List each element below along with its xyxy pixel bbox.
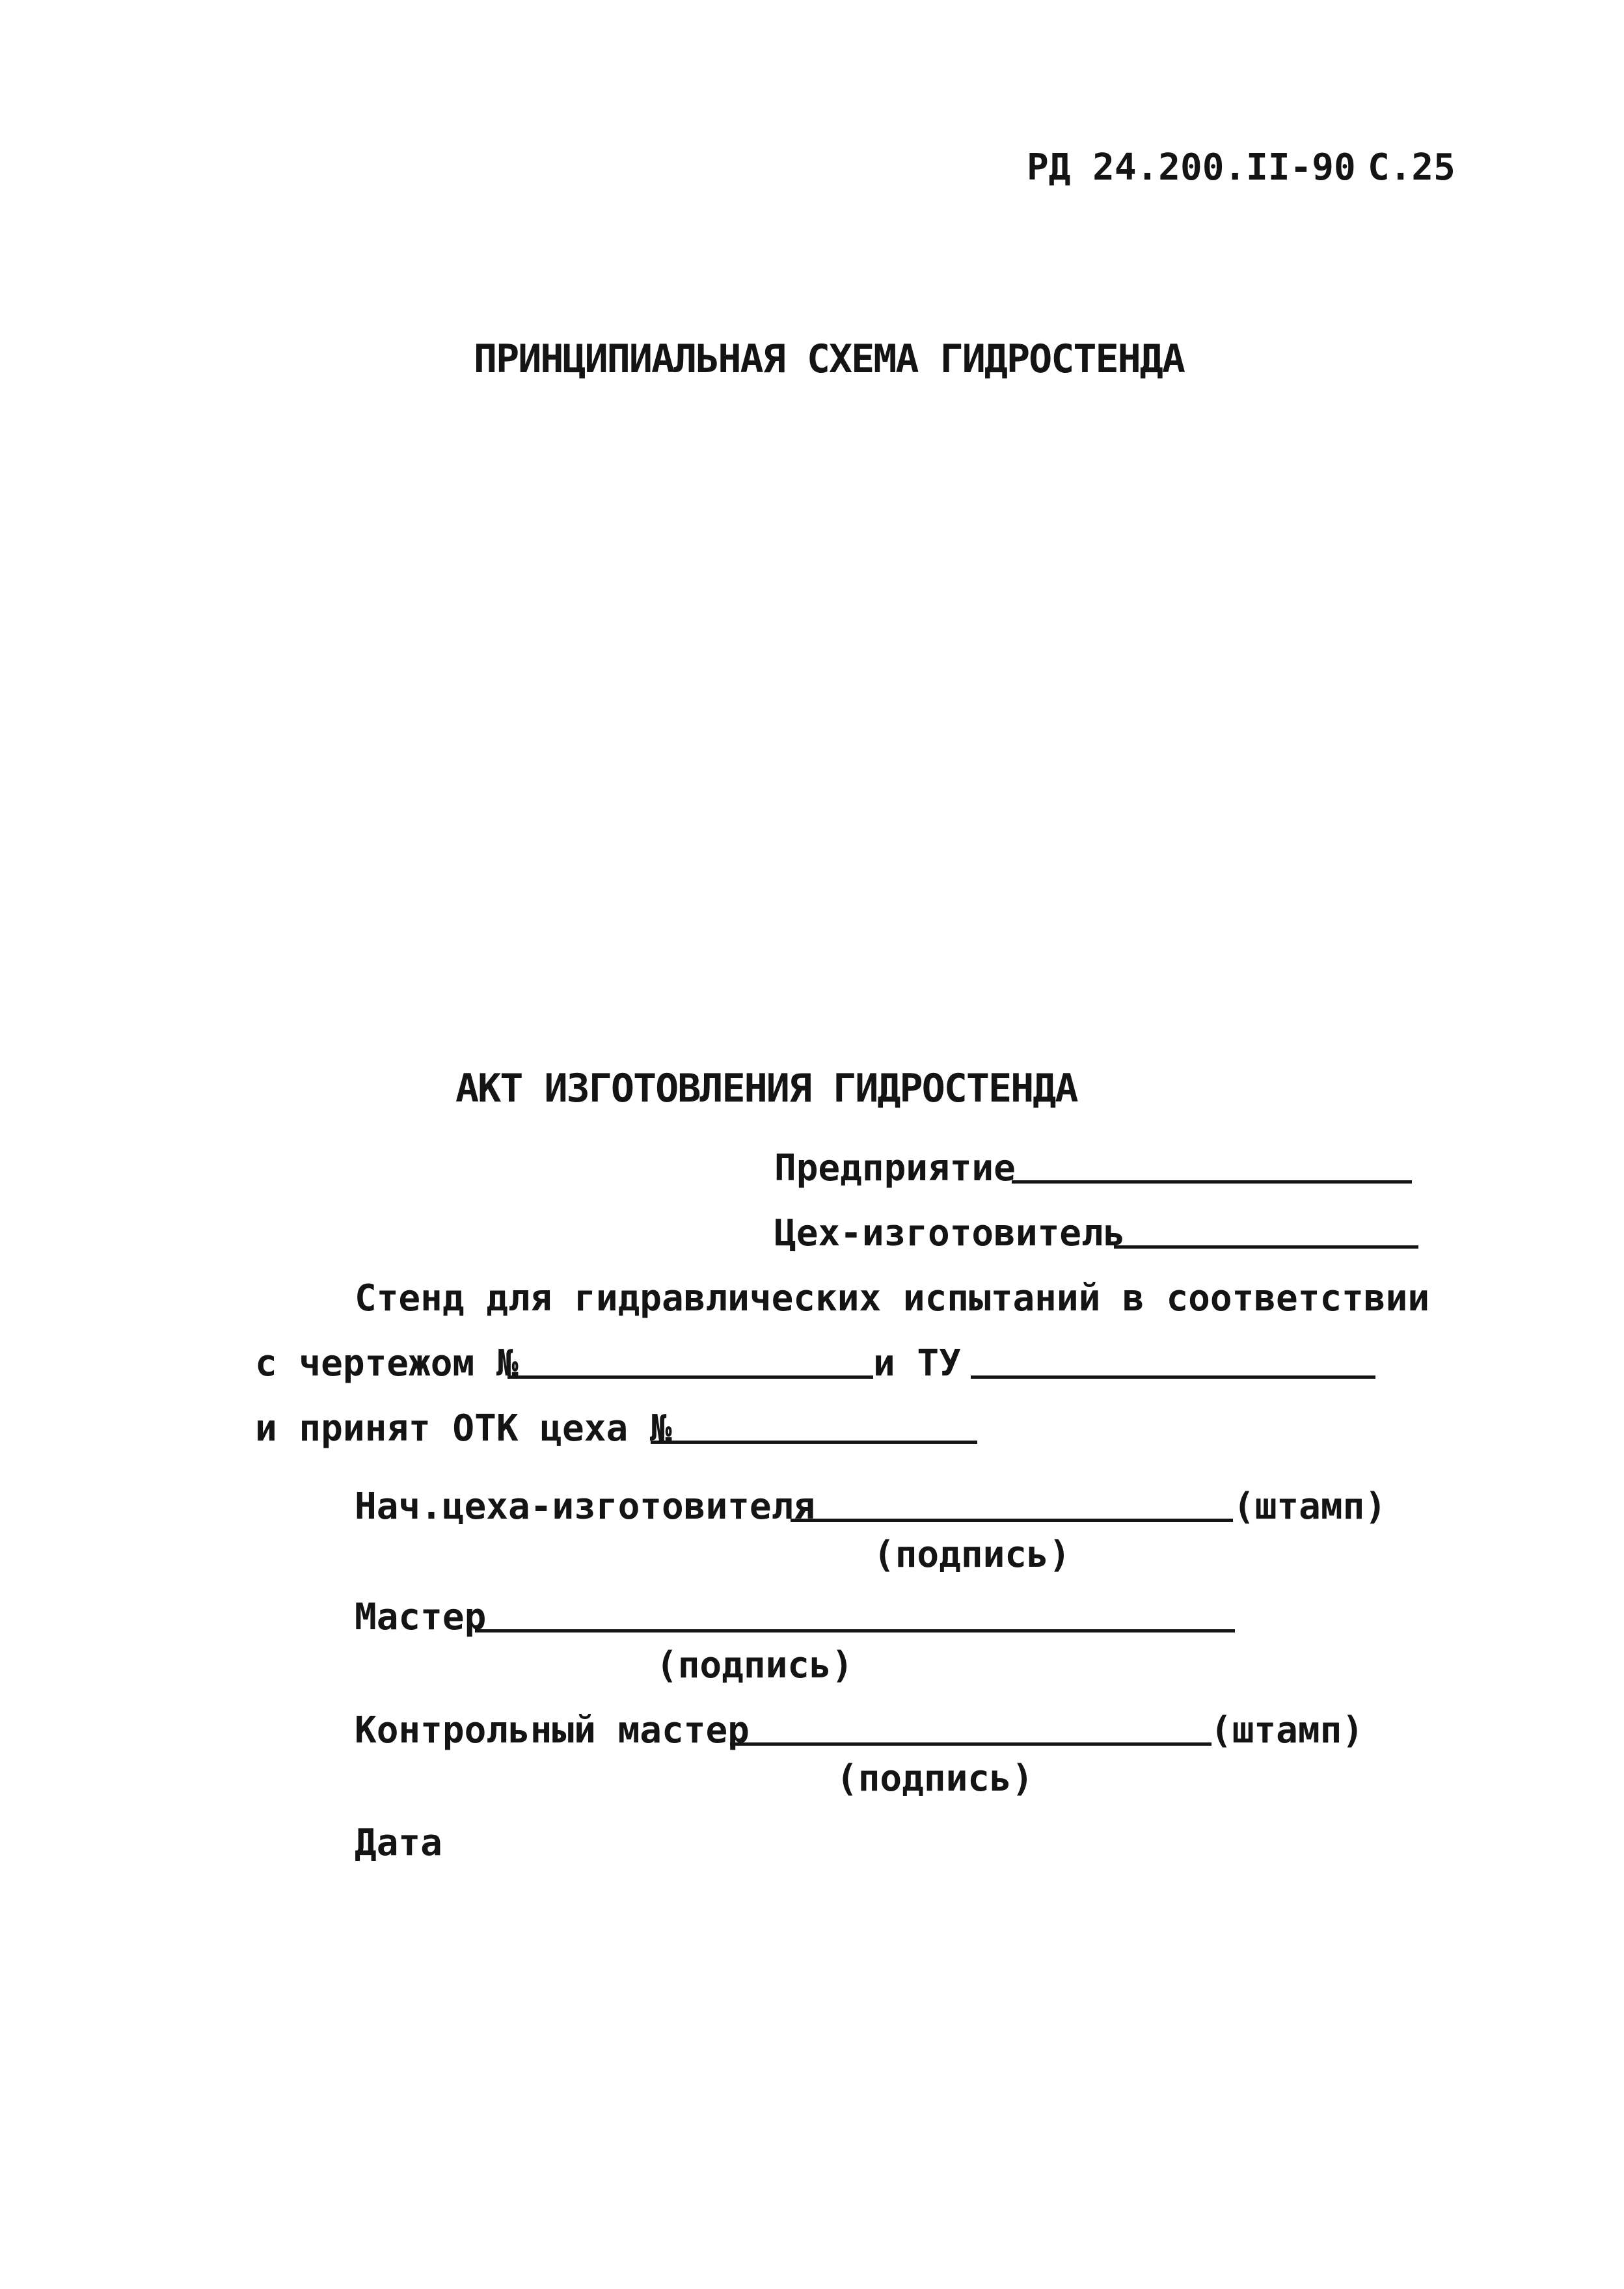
head-signature-field-line[interactable]	[791, 1519, 1233, 1522]
tu-field-line[interactable]	[971, 1375, 1375, 1379]
date-label: Дата	[355, 1822, 442, 1864]
control-master-signature-field-line[interactable]	[730, 1742, 1211, 1746]
master-signature-field-line[interactable]	[475, 1629, 1235, 1632]
enterprise-field-line[interactable]	[1012, 1180, 1412, 1184]
page-number: С.25	[1368, 146, 1455, 189]
act-title: АКТ ИЗГОТОВЛЕНИЯ ГИДРОСТЕНДА	[455, 1066, 1077, 1111]
workshop-label: Цех-изготовитель	[774, 1212, 1126, 1254]
control-master-stamp-label: (штамп)	[1210, 1709, 1364, 1752]
master-label: Мастер	[355, 1596, 487, 1638]
head-of-workshop-label: Нач.цеха-изготовителя	[355, 1485, 816, 1528]
master-signature-caption: (подпись)	[656, 1644, 854, 1686]
otk-workshop-field-line[interactable]	[651, 1441, 977, 1444]
drawing-number-field-line[interactable]	[508, 1375, 873, 1379]
control-master-label: Контрольный мастер	[355, 1709, 750, 1752]
enterprise-label: Предприятие	[774, 1147, 1016, 1189]
schema-title: ПРИНЦИПИАЛЬНАЯ СХЕМА ГИДРОСТЕНДА	[474, 336, 1184, 382]
tu-label: и ТУ	[873, 1342, 961, 1385]
head-signature-caption: (подпись)	[873, 1534, 1071, 1576]
workshop-field-line[interactable]	[1114, 1245, 1418, 1249]
drawing-label: с чертежом №	[255, 1342, 519, 1385]
head-stamp-label: (штамп)	[1233, 1485, 1387, 1528]
control-master-signature-caption: (подпись)	[836, 1757, 1034, 1800]
doc-code: РД 24.200.II-90	[1027, 146, 1356, 189]
otk-label: и принят ОТК цеха №	[255, 1407, 672, 1450]
body-line-stand: Стенд для гидравлических испытаний в соответствии	[355, 1277, 1430, 1320]
